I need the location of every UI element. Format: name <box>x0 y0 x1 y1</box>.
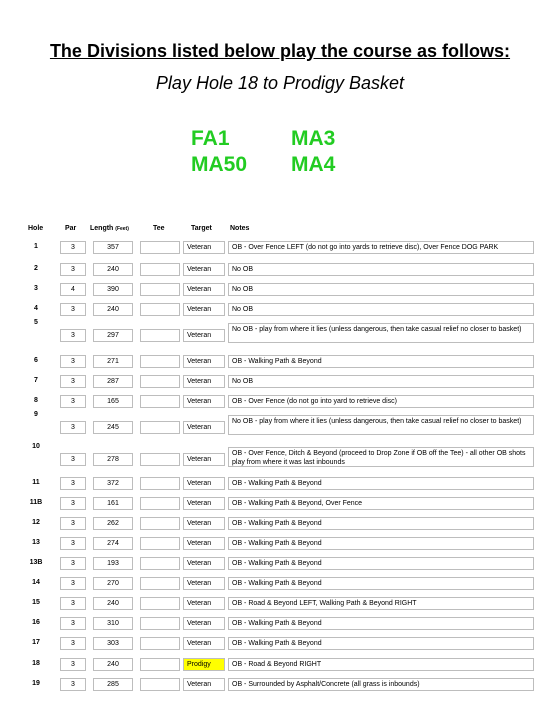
header-length-label: Length <box>90 225 114 232</box>
hole-number: 13B <box>29 559 43 566</box>
tee-field[interactable] <box>140 477 180 490</box>
par-field[interactable]: 3 <box>60 557 86 570</box>
par-field[interactable]: 3 <box>60 577 86 590</box>
tee-field[interactable] <box>140 355 180 368</box>
length-field[interactable]: 193 <box>93 557 133 570</box>
division-code: MA3 <box>291 127 336 150</box>
hole-number: 11B <box>29 499 43 506</box>
notes-field[interactable]: OB - Surrounded by Asphalt/Concrete (all grass is inbounds) <box>228 678 534 691</box>
notes-field[interactable]: OB - Walking Path & Beyond, Over Fence <box>228 497 534 510</box>
target-field[interactable]: Veteran <box>183 637 225 650</box>
hole-number: 12 <box>32 519 40 526</box>
target-field[interactable]: Veteran <box>183 617 225 630</box>
header-length <box>90 225 129 232</box>
notes-field[interactable]: OB - Walking Path & Beyond <box>228 477 534 490</box>
notes-field[interactable]: No OB <box>228 263 534 276</box>
notes-field[interactable]: OB - Over Fence (do not go into yard to retrieve disc) <box>228 395 534 408</box>
length-field[interactable]: 240 <box>93 597 133 610</box>
hole-number: 18 <box>32 660 40 667</box>
hole-number: 1 <box>34 243 38 250</box>
division-code: MA4 <box>291 153 336 176</box>
par-field[interactable]: 3 <box>60 263 86 276</box>
tee-field[interactable] <box>140 577 180 590</box>
hole-number: 8 <box>34 397 38 404</box>
tee-field[interactable] <box>140 537 180 550</box>
tee-field[interactable] <box>140 375 180 388</box>
hole-number: 17 <box>32 639 40 646</box>
notes-field[interactable]: OB - Walking Path & Beyond <box>228 355 534 368</box>
length-field[interactable]: 310 <box>93 617 133 630</box>
header-tee: Tee <box>153 225 165 232</box>
length-field[interactable]: 278 <box>93 453 133 466</box>
table-row <box>0 263 560 276</box>
length-field[interactable]: 240 <box>93 263 133 276</box>
hole-number: 13 <box>32 539 40 546</box>
notes-field[interactable]: No OB <box>228 303 534 316</box>
target-field[interactable]: Prodigy <box>183 658 225 671</box>
tee-field[interactable] <box>140 597 180 610</box>
target-field[interactable]: Veteran <box>183 283 225 296</box>
target-field[interactable]: Veteran <box>183 241 225 254</box>
length-field[interactable]: 274 <box>93 537 133 550</box>
notes-field[interactable]: No OB <box>228 375 534 388</box>
target-field[interactable]: Veteran <box>183 263 225 276</box>
notes-field[interactable]: OB - Walking Path & Beyond <box>228 537 534 550</box>
tee-field[interactable] <box>140 303 180 316</box>
tee-field[interactable] <box>140 658 180 671</box>
notes-field[interactable]: OB - Road & Beyond RIGHT <box>228 658 534 671</box>
table-row <box>0 557 560 570</box>
par-field[interactable]: 3 <box>60 537 86 550</box>
notes-field[interactable]: OB - Road & Beyond LEFT, Walking Path & Beyond RIGHT <box>228 597 534 610</box>
table-row <box>0 375 560 388</box>
length-field[interactable]: 285 <box>93 678 133 691</box>
table-row <box>0 678 560 691</box>
target-field[interactable]: Veteran <box>183 597 225 610</box>
hole-number: 15 <box>32 599 40 606</box>
notes-field[interactable]: OB - Over Fence, Ditch & Beyond (proceed to Drop Zone if OB off the Tee) - all other OB shots play from where it was last inbounds <box>228 447 534 467</box>
notes-field[interactable]: No OB - play from where it lies (unless dangerous, then take casual relief no closer to basket) <box>228 415 534 435</box>
par-field[interactable]: 3 <box>60 658 86 671</box>
page-heading: The Divisions listed below play the course as follows: <box>49 41 511 61</box>
par-field[interactable]: 3 <box>60 637 86 650</box>
length-field[interactable]: 270 <box>93 577 133 590</box>
length-field[interactable]: 165 <box>93 395 133 408</box>
tee-field[interactable] <box>140 283 180 296</box>
length-field[interactable]: 161 <box>93 497 133 510</box>
notes-field[interactable]: OB - Walking Path & Beyond <box>228 577 534 590</box>
tee-field[interactable] <box>140 678 180 691</box>
target-field[interactable]: Veteran <box>183 329 225 342</box>
tee-field[interactable] <box>140 617 180 630</box>
notes-field[interactable]: No OB - play from where it lies (unless dangerous, then take casual relief no closer to basket) <box>228 323 534 343</box>
target-field[interactable]: Veteran <box>183 517 225 530</box>
par-field[interactable]: 3 <box>60 329 86 342</box>
tee-field[interactable] <box>140 557 180 570</box>
par-field[interactable]: 3 <box>60 375 86 388</box>
page-subheading: Play Hole 18 to Prodigy Basket <box>155 73 405 93</box>
target-field[interactable]: Veteran <box>183 477 225 490</box>
par-field[interactable]: 3 <box>60 453 86 466</box>
header-hole: Hole <box>28 225 44 232</box>
division-code: FA1 <box>191 127 230 150</box>
notes-field[interactable]: No OB <box>228 283 534 296</box>
tee-field[interactable] <box>140 421 180 434</box>
target-field[interactable]: Veteran <box>183 577 225 590</box>
tee-field[interactable] <box>140 497 180 510</box>
target-field[interactable]: Veteran <box>183 453 225 466</box>
par-field[interactable]: 3 <box>60 517 86 530</box>
length-field[interactable]: 240 <box>93 658 133 671</box>
hole-number: 9 <box>34 411 38 418</box>
table-row <box>0 443 560 467</box>
par-field[interactable]: 4 <box>60 283 86 296</box>
table-row <box>0 637 560 650</box>
table-row <box>0 477 560 490</box>
hole-number: 6 <box>34 357 38 364</box>
tee-field[interactable] <box>140 241 180 254</box>
par-field[interactable]: 3 <box>60 617 86 630</box>
target-field[interactable]: Veteran <box>183 557 225 570</box>
hole-number: 10 <box>32 443 40 450</box>
par-field[interactable]: 3 <box>60 597 86 610</box>
division-code: MA50 <box>191 153 248 176</box>
table-row <box>0 319 560 343</box>
length-field[interactable]: 262 <box>93 517 133 530</box>
header-target: Target <box>191 225 212 232</box>
par-field[interactable]: 3 <box>60 421 86 434</box>
par-field[interactable]: 3 <box>60 678 86 691</box>
target-field[interactable]: Veteran <box>183 537 225 550</box>
hole-number: 11 <box>32 479 40 486</box>
table-row <box>0 597 560 610</box>
notes-field[interactable]: OB - Walking Path & Beyond <box>228 517 534 530</box>
target-field[interactable]: Veteran <box>183 395 225 408</box>
par-field[interactable]: 3 <box>60 241 86 254</box>
hole-number: 19 <box>32 680 40 687</box>
notes-field[interactable]: OB - Walking Path & Beyond <box>228 637 534 650</box>
par-field[interactable]: 3 <box>60 395 86 408</box>
length-field[interactable]: 357 <box>93 241 133 254</box>
hole-number: 3 <box>34 285 38 292</box>
table-row <box>0 283 560 296</box>
header-notes: Notes <box>230 225 250 232</box>
notes-field[interactable]: OB - Walking Path & Beyond <box>228 557 534 570</box>
par-field[interactable]: 3 <box>60 477 86 490</box>
divisions-list <box>191 126 391 178</box>
header-length-unit: (Feet) <box>115 226 129 232</box>
par-field[interactable]: 3 <box>60 497 86 510</box>
target-field[interactable]: Veteran <box>183 678 225 691</box>
table-header <box>0 223 560 237</box>
par-field[interactable]: 3 <box>60 303 86 316</box>
tee-field[interactable] <box>140 517 180 530</box>
table-row <box>0 241 560 254</box>
header-par: Par <box>65 225 77 232</box>
hole-number: 5 <box>34 319 38 326</box>
hole-number: 16 <box>32 619 40 626</box>
tee-field[interactable] <box>140 263 180 276</box>
target-field[interactable]: Veteran <box>183 375 225 388</box>
par-field[interactable]: 3 <box>60 355 86 368</box>
target-field[interactable]: Veteran <box>183 497 225 510</box>
hole-number: 2 <box>34 265 38 272</box>
table-row <box>0 658 560 671</box>
length-field[interactable]: 390 <box>93 283 133 296</box>
table-row <box>0 517 560 530</box>
tee-field[interactable] <box>140 329 180 342</box>
length-field[interactable]: 271 <box>93 355 133 368</box>
hole-number: 14 <box>32 579 40 586</box>
notes-field[interactable]: OB - Over Fence LEFT (do not go into yards to retrieve disc), Over Fence DOG PARK <box>228 241 534 254</box>
length-field[interactable]: 303 <box>93 637 133 650</box>
table-row <box>0 303 560 316</box>
table-row <box>0 355 560 368</box>
table-row <box>0 617 560 630</box>
table-row <box>0 497 560 510</box>
tee-field[interactable] <box>140 395 180 408</box>
tee-field[interactable] <box>140 637 180 650</box>
target-field[interactable]: Veteran <box>183 355 225 368</box>
hole-number: 4 <box>34 305 38 312</box>
length-field[interactable]: 297 <box>93 329 133 342</box>
length-field[interactable]: 287 <box>93 375 133 388</box>
length-field[interactable]: 245 <box>93 421 133 434</box>
target-field[interactable]: Veteran <box>183 421 225 434</box>
length-field[interactable]: 240 <box>93 303 133 316</box>
table-row <box>0 411 560 435</box>
hole-number: 7 <box>34 377 38 384</box>
tee-field[interactable] <box>140 453 180 466</box>
notes-field[interactable]: OB - Walking Path & Beyond <box>228 617 534 630</box>
length-field[interactable]: 372 <box>93 477 133 490</box>
table-row <box>0 395 560 408</box>
target-field[interactable]: Veteran <box>183 303 225 316</box>
table-row <box>0 577 560 590</box>
table-row <box>0 537 560 550</box>
